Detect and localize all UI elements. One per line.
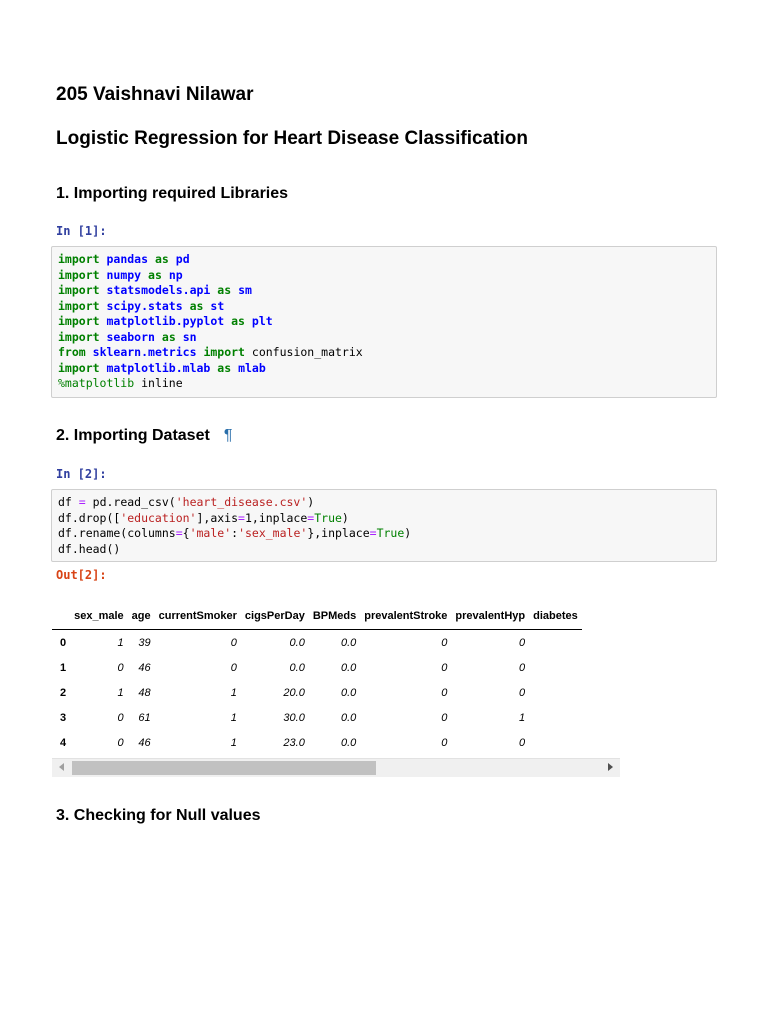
table-header-row — [52, 603, 582, 630]
scroll-left-arrow-icon[interactable] — [59, 763, 64, 771]
section-heading-null-values: 3. Checking for Null values — [56, 807, 261, 824]
table-cell — [529, 630, 582, 656]
code-line: import matplotlib.pyplot as plt — [58, 314, 273, 328]
code-line: import numpy as np — [58, 267, 183, 282]
code-line: import scipy.stats as st — [58, 298, 225, 313]
column-header: BPMeds — [309, 603, 360, 630]
table-cell: 0 — [441, 711, 448, 724]
column-header: age — [128, 603, 155, 630]
table-cell: 39 — [138, 636, 151, 649]
input-prompt-1: In [1]: — [56, 224, 107, 238]
code-line: import matplotlib.mlab as mlab — [58, 360, 266, 375]
table-cell: 1 — [117, 686, 124, 699]
code-line: import seaborn as sn — [58, 329, 197, 344]
table-cell: 1 — [230, 686, 237, 699]
column-header: cigsPerDay — [241, 603, 309, 630]
table-row — [52, 730, 582, 753]
table-row — [52, 630, 582, 656]
section-heading-dataset — [56, 427, 232, 445]
table-cell — [529, 680, 582, 705]
table-cell: 0.0 — [289, 661, 305, 674]
code-line: df = pd.read_csv('heart_disease.csv') — [58, 495, 315, 509]
code-lines — [58, 252, 710, 392]
table-row — [52, 680, 582, 705]
dataframe-output — [52, 603, 620, 753]
table-cell: 0 — [518, 661, 526, 674]
code-cell-2[interactable] — [51, 489, 717, 562]
table-cell: 0 — [441, 661, 448, 674]
code-line: df.drop(['education'],axis=1,inplace=True) — [58, 510, 349, 525]
section-heading-dataset-text: 2. Importing Dataset — [56, 427, 210, 444]
table-cell: 0 — [518, 736, 526, 749]
code-line: %matplotlib inline — [58, 376, 183, 390]
table-cell: 46 — [138, 736, 151, 749]
table-row — [52, 705, 582, 730]
scrollbar-thumb[interactable] — [72, 761, 376, 775]
table-cell: 0 — [441, 736, 448, 749]
table-cell: 0 — [518, 636, 526, 649]
table-cell: 61 — [138, 711, 151, 724]
horizontal-scrollbar[interactable] — [52, 758, 620, 777]
column-header: sex_male — [70, 603, 128, 630]
table-cell: 23.0 — [283, 736, 305, 749]
table-cell: 0.0 — [340, 686, 357, 699]
code-line: from sklearn.metrics import confusion_matrix — [58, 345, 363, 359]
table-cell: 0 — [117, 661, 124, 674]
output-prompt-2: Out[2]: — [56, 568, 107, 582]
table-body — [52, 630, 582, 754]
table-cell: 0.0 — [340, 711, 357, 724]
index-header — [52, 603, 70, 630]
code-line: import pandas as pd — [58, 252, 190, 266]
table-cell — [529, 730, 582, 753]
dataframe-table — [52, 603, 582, 753]
table-cell: 1 — [230, 736, 237, 749]
table-cell: 0.0 — [340, 661, 357, 674]
anchor-link-icon[interactable]: ¶ — [223, 427, 233, 444]
table-cell — [529, 655, 582, 680]
table-cell: 0 — [117, 711, 124, 724]
table-cell: 0.0 — [289, 636, 305, 649]
table-cell: 20.0 — [283, 686, 305, 699]
table-cell: 0 — [441, 686, 448, 699]
scroll-right-arrow-icon[interactable] — [608, 763, 613, 771]
table-cell: 46 — [138, 661, 151, 674]
table-cell: 1 — [117, 636, 124, 649]
table-cell: 0 — [441, 636, 448, 649]
table-cell: 0 — [117, 736, 124, 749]
row-index: 1 — [60, 661, 67, 674]
column-header: prevalentHyp — [451, 603, 529, 630]
table-cell: 1 — [518, 711, 526, 724]
table-cell: 0.0 — [340, 636, 357, 649]
column-header: currentSmoker — [155, 603, 241, 630]
table-row — [52, 655, 582, 680]
input-prompt-2: In [2]: — [56, 467, 107, 481]
code-lines — [58, 495, 710, 557]
table-cell: 0.0 — [340, 736, 357, 749]
table-cell: 1 — [230, 711, 237, 724]
column-header: prevalentStroke — [360, 603, 451, 630]
table-cell: 0 — [518, 686, 526, 699]
table-cell: 30.0 — [283, 711, 305, 724]
code-cell-1[interactable] — [51, 246, 717, 398]
table-cell: 48 — [138, 686, 151, 699]
row-index: 3 — [60, 711, 67, 724]
row-index: 4 — [60, 736, 67, 749]
notebook-title: Logistic Regression for Heart Disease Classification — [56, 128, 528, 149]
code-line: df.rename(columns={'male':'sex_male'},inplace=True) — [58, 526, 412, 540]
code-line: df.head() — [58, 541, 121, 556]
table-cell: 0 — [230, 636, 237, 649]
row-index: 0 — [60, 636, 67, 649]
row-index: 2 — [60, 686, 67, 699]
section-heading-libraries: 1. Importing required Libraries — [56, 185, 289, 202]
author-heading: 205 Vaishnavi Nilawar — [56, 84, 254, 105]
column-header: diabetes — [529, 603, 582, 630]
table-cell: 0 — [230, 661, 237, 674]
table-cell — [529, 705, 582, 730]
code-line: import statsmodels.api as sm — [58, 283, 252, 297]
